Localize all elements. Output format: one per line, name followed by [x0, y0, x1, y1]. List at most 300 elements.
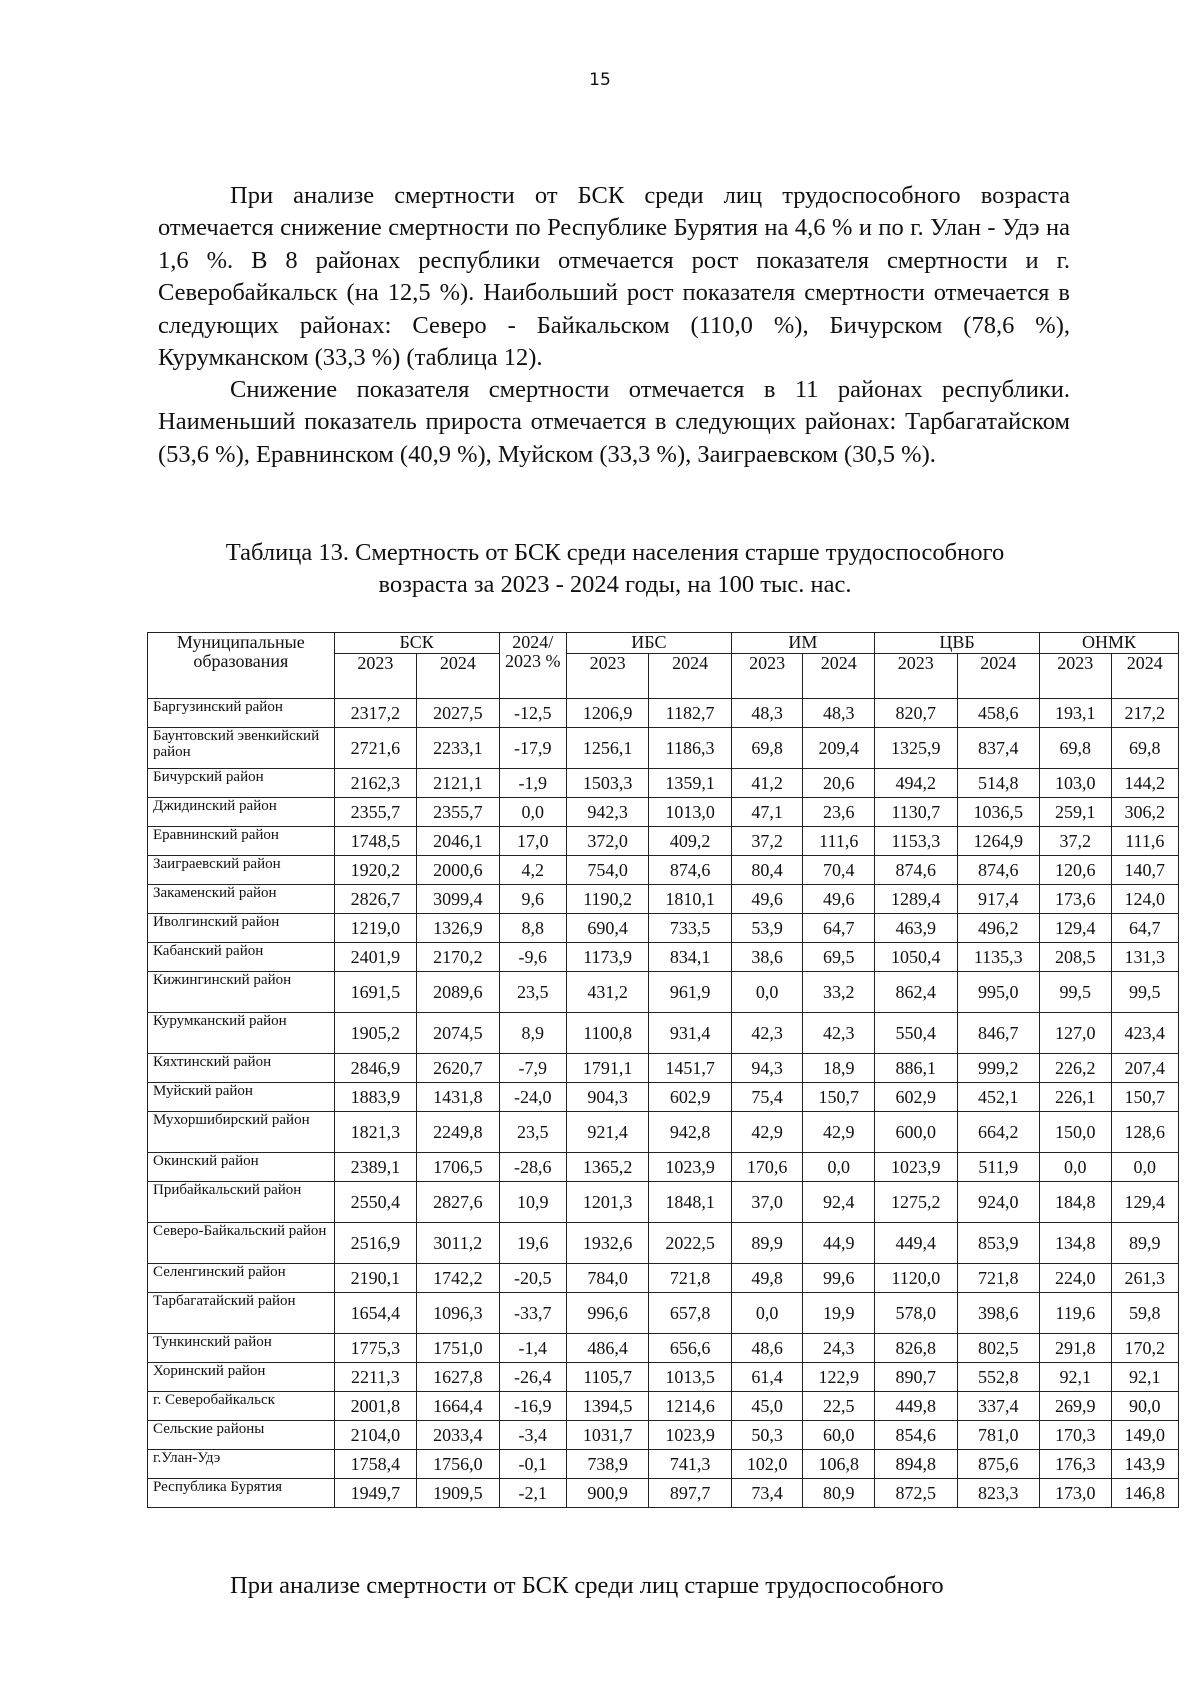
table-cell: 42,9: [731, 1112, 803, 1153]
row-name: г.Улан-Удэ: [148, 1450, 335, 1479]
table-cell: 2211,3: [334, 1363, 416, 1392]
table-cell: 90,0: [1111, 1392, 1178, 1421]
table-cell: 721,8: [957, 1264, 1039, 1293]
table-row: [148, 1392, 1179, 1421]
table-cell: 1036,5: [957, 798, 1039, 827]
table-cell: 1394,5: [566, 1392, 648, 1421]
header-year: 2023: [875, 654, 957, 699]
table-cell: 875,6: [957, 1450, 1039, 1479]
row-name: Кижингинский район: [148, 972, 335, 1013]
table-cell: 48,6: [731, 1334, 803, 1363]
table-row: [148, 798, 1179, 827]
row-name: Кяхтинский район: [148, 1054, 335, 1083]
table-cell: -1,4: [499, 1334, 566, 1363]
table-cell: 894,8: [875, 1450, 957, 1479]
table-cell: 3099,4: [417, 885, 499, 914]
table-cell: 73,4: [731, 1479, 803, 1508]
row-name: Закаменский район: [148, 885, 335, 914]
header-municipal: Муниципальные образования: [148, 633, 335, 699]
table-cell: 111,6: [803, 827, 875, 856]
table-cell: 122,9: [803, 1363, 875, 1392]
table-cell: 602,9: [649, 1083, 731, 1112]
page-number: 15: [589, 70, 611, 90]
table-cell: 1742,2: [417, 1264, 499, 1293]
table-cell: 48,3: [731, 699, 803, 728]
table-cell: 193,1: [1040, 699, 1112, 728]
table-cell: 64,7: [803, 914, 875, 943]
row-name: Джидинский район: [148, 798, 335, 827]
table-cell: 134,8: [1040, 1223, 1112, 1264]
table-cell: 942,8: [649, 1112, 731, 1153]
table-cell: 2355,7: [334, 798, 416, 827]
table-cell: 53,9: [731, 914, 803, 943]
table-row: [148, 1054, 1179, 1083]
header-year: 2023: [1040, 654, 1112, 699]
table-cell: 2516,9: [334, 1223, 416, 1264]
row-name: Заиграевский район: [148, 856, 335, 885]
table-cell: 306,2: [1111, 798, 1178, 827]
table-cell: 784,0: [566, 1264, 648, 1293]
table-cell: 92,1: [1040, 1363, 1112, 1392]
header-year: 2024: [417, 654, 499, 699]
table-cell: 0,0: [1111, 1153, 1178, 1182]
table-cell: -9,6: [499, 943, 566, 972]
header-im: ИМ: [731, 633, 874, 654]
row-name: Баргузинский район: [148, 699, 335, 728]
table-cell: 19,9: [803, 1293, 875, 1334]
table-cell: 111,6: [1111, 827, 1178, 856]
table-cell: 224,0: [1040, 1264, 1112, 1293]
table-cell: 2027,5: [417, 699, 499, 728]
table-cell: 170,3: [1040, 1421, 1112, 1450]
table-cell: 452,1: [957, 1083, 1039, 1112]
table-cell: 1325,9: [875, 728, 957, 769]
table-cell: 92,4: [803, 1182, 875, 1223]
table-cell: 70,4: [803, 856, 875, 885]
row-name: Прибайкальский район: [148, 1182, 335, 1223]
table-cell: 119,6: [1040, 1293, 1112, 1334]
header-bsk: БСК: [334, 633, 499, 654]
table-cell: 1365,2: [566, 1153, 648, 1182]
table-cell: -12,5: [499, 699, 566, 728]
table-row: [148, 1293, 1179, 1334]
table-cell: 1431,8: [417, 1083, 499, 1112]
table-cell: 423,4: [1111, 1013, 1178, 1054]
table-row: [148, 827, 1179, 856]
table-cell: 269,9: [1040, 1392, 1112, 1421]
table-cell: 120,6: [1040, 856, 1112, 885]
table-cell: 496,2: [957, 914, 1039, 943]
table-cell: 2249,8: [417, 1112, 499, 1153]
table-cell: 150,7: [1111, 1083, 1178, 1112]
table-cell: 2170,2: [417, 943, 499, 972]
table-cell: 22,5: [803, 1392, 875, 1421]
row-name: Курумканский район: [148, 1013, 335, 1054]
table-cell: 458,6: [957, 699, 1039, 728]
table-cell: 1120,0: [875, 1264, 957, 1293]
row-name: Еравнинский район: [148, 827, 335, 856]
table-cell: 826,8: [875, 1334, 957, 1363]
table-row: [148, 1363, 1179, 1392]
table-cell: 226,1: [1040, 1083, 1112, 1112]
table-cell: 837,4: [957, 728, 1039, 769]
table-cell: -1,9: [499, 769, 566, 798]
table-cell: 47,1: [731, 798, 803, 827]
table-cell: 89,9: [731, 1223, 803, 1264]
table-cell: 854,6: [875, 1421, 957, 1450]
table-cell: 94,3: [731, 1054, 803, 1083]
table-cell: 996,6: [566, 1293, 648, 1334]
table-cell: 1105,7: [566, 1363, 648, 1392]
table-cell: 4,2: [499, 856, 566, 885]
table-cell: 99,5: [1040, 972, 1112, 1013]
table-cell: 80,9: [803, 1479, 875, 1508]
table-cell: -26,4: [499, 1363, 566, 1392]
table-cell: 59,8: [1111, 1293, 1178, 1334]
table-cell: 733,5: [649, 914, 731, 943]
table-cell: 897,7: [649, 1479, 731, 1508]
table-cell: 664,2: [957, 1112, 1039, 1153]
table-cell: 2001,8: [334, 1392, 416, 1421]
table-cell: 874,6: [957, 856, 1039, 885]
row-name: Мухоршибирский район: [148, 1112, 335, 1153]
table-cell: 1451,7: [649, 1054, 731, 1083]
table-cell: 721,8: [649, 1264, 731, 1293]
row-name: Кабанский район: [148, 943, 335, 972]
table-cell: 1905,2: [334, 1013, 416, 1054]
table-cell: 657,8: [649, 1293, 731, 1334]
table-cell: 872,5: [875, 1479, 957, 1508]
table-cell: 49,6: [803, 885, 875, 914]
table-row: [148, 972, 1179, 1013]
table-cell: 431,2: [566, 972, 648, 1013]
row-name: Республика Бурятия: [148, 1479, 335, 1508]
table-cell: 10,9: [499, 1182, 566, 1223]
table-cell: 1023,9: [649, 1153, 731, 1182]
table-cell: 2104,0: [334, 1421, 416, 1450]
table-cell: 99,5: [1111, 972, 1178, 1013]
table-cell: 1130,7: [875, 798, 957, 827]
row-name: Иволгинский район: [148, 914, 335, 943]
table-cell: 149,0: [1111, 1421, 1178, 1450]
table-cell: 69,8: [1111, 728, 1178, 769]
table-row: [148, 1264, 1179, 1293]
row-name: Сельские районы: [148, 1421, 335, 1450]
table-cell: 140,7: [1111, 856, 1178, 885]
table-cell: 552,8: [957, 1363, 1039, 1392]
table-cell: 1173,9: [566, 943, 648, 972]
table-cell: 2401,9: [334, 943, 416, 972]
table-cell: 1949,7: [334, 1479, 416, 1508]
table-cell: 578,0: [875, 1293, 957, 1334]
table-cell: -33,7: [499, 1293, 566, 1334]
table-cell: 69,5: [803, 943, 875, 972]
closing-paragraph: [158, 1570, 1070, 1602]
table-cell: 514,8: [957, 769, 1039, 798]
table-cell: 1848,1: [649, 1182, 731, 1223]
table-cell: 170,6: [731, 1153, 803, 1182]
table-cell: 259,1: [1040, 798, 1112, 827]
table-cell: 50,3: [731, 1421, 803, 1450]
table-cell: -20,5: [499, 1264, 566, 1293]
table-cell: 1096,3: [417, 1293, 499, 1334]
table-cell: 0,0: [499, 798, 566, 827]
table-cell: 37,2: [731, 827, 803, 856]
table-row: [148, 943, 1179, 972]
table-cell: 60,0: [803, 1421, 875, 1450]
table-cell: 1909,5: [417, 1479, 499, 1508]
table-header-row-groups: [148, 633, 1179, 654]
table-cell: 37,2: [1040, 827, 1112, 856]
table-cell: 2620,7: [417, 1054, 499, 1083]
row-name: Тарбагатайский район: [148, 1293, 335, 1334]
table-cell: 1264,9: [957, 827, 1039, 856]
table-cell: 999,2: [957, 1054, 1039, 1083]
paragraph-text: При анализе смертности от БСК среди лиц трудоспособного возраста отмечается снижение смертности по Республике Бурятия на 4,6 % и по г. Улан - Удэ на 1,6 %. В 8 районах республики отмечается рост показателя смертности и г. Северобайкальск (на 12,5 %). Наибольший рост показателя смертности отмечается в следующих районах: Северо - Байкальском (110,0 %), Бичурском (78,6 %), Курумканском (33,3 %) (таблица 12).: [158, 182, 1070, 372]
table-cell: -3,4: [499, 1421, 566, 1450]
table-cell: 127,0: [1040, 1013, 1112, 1054]
table-cell: 1932,6: [566, 1223, 648, 1264]
table-caption-line-1: Таблица 13. Смертность от БСК среди населения старше трудоспособного: [225, 539, 1005, 566]
table-cell: 874,6: [649, 856, 731, 885]
table-cell: 99,6: [803, 1264, 875, 1293]
table-cell: 1503,3: [566, 769, 648, 798]
table-cell: 3011,2: [417, 1223, 499, 1264]
table-cell: 38,6: [731, 943, 803, 972]
table-row: [148, 699, 1179, 728]
table-cell: 106,8: [803, 1450, 875, 1479]
table-cell: 820,7: [875, 699, 957, 728]
table-cell: 1810,1: [649, 885, 731, 914]
table-cell: 337,4: [957, 1392, 1039, 1421]
row-name: Баунтовский эвенкийский район: [148, 728, 335, 769]
table-cell: 1186,3: [649, 728, 731, 769]
table-cell: 0,0: [731, 972, 803, 1013]
table-cell: 1748,5: [334, 827, 416, 856]
table-cell: 656,6: [649, 1334, 731, 1363]
table-cell: 904,3: [566, 1083, 648, 1112]
table-cell: 17,0: [499, 827, 566, 856]
table-cell: 921,4: [566, 1112, 648, 1153]
intro-paragraph-1: [158, 180, 1070, 374]
table-cell: 1751,0: [417, 1334, 499, 1363]
table-cell: 0,0: [1040, 1153, 1112, 1182]
table-cell: 2074,5: [417, 1013, 499, 1054]
table-cell: 8,8: [499, 914, 566, 943]
table-body: [148, 699, 1179, 1508]
table-cell: 846,7: [957, 1013, 1039, 1054]
row-name: Муйский район: [148, 1083, 335, 1112]
table-cell: 8,9: [499, 1013, 566, 1054]
table-cell: 398,6: [957, 1293, 1039, 1334]
header-year: 2023: [334, 654, 416, 699]
table-cell: 33,2: [803, 972, 875, 1013]
intro-paragraph-2: [158, 374, 1070, 471]
table-cell: 24,3: [803, 1334, 875, 1363]
table-cell: 184,8: [1040, 1182, 1112, 1223]
table-cell: 102,0: [731, 1450, 803, 1479]
table-row: [148, 914, 1179, 943]
table-cell: 802,5: [957, 1334, 1039, 1363]
table-row: [148, 1153, 1179, 1182]
table-cell: 961,9: [649, 972, 731, 1013]
table-cell: 1691,5: [334, 972, 416, 1013]
table-cell: 494,2: [875, 769, 957, 798]
table-row: [148, 1223, 1179, 1264]
table-cell: 2089,6: [417, 972, 499, 1013]
table-cell: 42,9: [803, 1112, 875, 1153]
table-cell: 2827,6: [417, 1182, 499, 1223]
table-cell: 1706,5: [417, 1153, 499, 1182]
table-cell: 738,9: [566, 1450, 648, 1479]
header-year: 2024: [803, 654, 875, 699]
table-cell: 44,9: [803, 1223, 875, 1264]
table-cell: 2846,9: [334, 1054, 416, 1083]
header-year: 2024: [649, 654, 731, 699]
table-cell: 75,4: [731, 1083, 803, 1112]
table-cell: 917,4: [957, 885, 1039, 914]
header-year: 2024: [1111, 654, 1178, 699]
table-cell: 1013,5: [649, 1363, 731, 1392]
table-row: [148, 856, 1179, 885]
table-cell: 834,1: [649, 943, 731, 972]
table-cell: 1013,0: [649, 798, 731, 827]
row-name: Северо-Байкальский район: [148, 1223, 335, 1264]
table-cell: 1627,8: [417, 1363, 499, 1392]
header-year: 2024: [957, 654, 1039, 699]
table-cell: 1201,3: [566, 1182, 648, 1223]
table-cell: 823,3: [957, 1479, 1039, 1508]
table-cell: 209,4: [803, 728, 875, 769]
table-cell: 23,5: [499, 972, 566, 1013]
table-cell: 1153,3: [875, 827, 957, 856]
table-cell: 2121,1: [417, 769, 499, 798]
row-name: Хоринский район: [148, 1363, 335, 1392]
table-cell: 1135,3: [957, 943, 1039, 972]
table-cell: 1100,8: [566, 1013, 648, 1054]
table-cell: -24,0: [499, 1083, 566, 1112]
row-name: Тункинский район: [148, 1334, 335, 1363]
table-cell: 2162,3: [334, 769, 416, 798]
table-caption-line-2: возраста за 2023 - 2024 годы, на 100 тыс. нас.: [378, 571, 852, 598]
table-cell: 1756,0: [417, 1450, 499, 1479]
mortality-table: [147, 632, 1179, 1508]
table-cell: 874,6: [875, 856, 957, 885]
table-cell: 144,2: [1111, 769, 1178, 798]
table-row: [148, 1479, 1179, 1508]
table-cell: 511,9: [957, 1153, 1039, 1182]
table-cell: 372,0: [566, 827, 648, 856]
table-cell: 143,9: [1111, 1450, 1178, 1479]
table-row: [148, 728, 1179, 769]
table-cell: 1182,7: [649, 699, 731, 728]
table-cell: 924,0: [957, 1182, 1039, 1223]
table-cell: 61,4: [731, 1363, 803, 1392]
table-row: [148, 1334, 1179, 1363]
table-cell: 207,4: [1111, 1054, 1178, 1083]
table-cell: 217,2: [1111, 699, 1178, 728]
table-cell: 463,9: [875, 914, 957, 943]
table-cell: 486,4: [566, 1334, 648, 1363]
table-cell: 2317,2: [334, 699, 416, 728]
table-cell: 602,9: [875, 1083, 957, 1112]
table-cell: 2033,4: [417, 1421, 499, 1450]
table-cell: 754,0: [566, 856, 648, 885]
table-cell: 0,0: [803, 1153, 875, 1182]
table-cell: 124,0: [1111, 885, 1178, 914]
table-cell: 1326,9: [417, 914, 499, 943]
table-cell: 128,6: [1111, 1112, 1178, 1153]
table-cell: 103,0: [1040, 769, 1112, 798]
header-ibs: ИБС: [566, 633, 731, 654]
table-cell: 1031,7: [566, 1421, 648, 1450]
table-cell: 449,4: [875, 1223, 957, 1264]
table-cell: 2721,6: [334, 728, 416, 769]
table-cell: 49,6: [731, 885, 803, 914]
table-cell: 449,8: [875, 1392, 957, 1421]
table-cell: 150,0: [1040, 1112, 1112, 1153]
table-cell: 129,4: [1111, 1182, 1178, 1223]
table-cell: 942,3: [566, 798, 648, 827]
row-name: Окинский район: [148, 1153, 335, 1182]
table-row: [148, 1112, 1179, 1153]
table-cell: 853,9: [957, 1223, 1039, 1264]
table-cell: 146,8: [1111, 1479, 1178, 1508]
paragraph-text: Снижение показателя смертности отмечается в 11 районах республики. Наименьший показатель прироста отмечается в следующих районах: Тарбагатайском (53,6 %), Еравнинском (40,9 %), Муйском (33,3 %), Заиграевском (30,5 %).: [158, 376, 1070, 468]
table-cell: -16,9: [499, 1392, 566, 1421]
row-name: Селенгинский район: [148, 1264, 335, 1293]
table-cell: 1275,2: [875, 1182, 957, 1223]
table-cell: 2022,5: [649, 1223, 731, 1264]
table-cell: 9,6: [499, 885, 566, 914]
table-cell: 261,3: [1111, 1264, 1178, 1293]
table-cell: 42,3: [803, 1013, 875, 1054]
table-cell: 2826,7: [334, 885, 416, 914]
table-cell: 890,7: [875, 1363, 957, 1392]
table-cell: 1359,1: [649, 769, 731, 798]
table-cell: 37,0: [731, 1182, 803, 1223]
table-cell: 49,8: [731, 1264, 803, 1293]
table-cell: 1190,2: [566, 885, 648, 914]
table-cell: 1256,1: [566, 728, 648, 769]
table-cell: 1920,2: [334, 856, 416, 885]
table-cell: 69,8: [1040, 728, 1112, 769]
table-cell: 1758,4: [334, 1450, 416, 1479]
table-cell: 92,1: [1111, 1363, 1178, 1392]
table-cell: -17,9: [499, 728, 566, 769]
table-cell: 18,9: [803, 1054, 875, 1083]
table-row: [148, 1450, 1179, 1479]
header-year: 2023: [731, 654, 803, 699]
table-cell: 2046,1: [417, 827, 499, 856]
table-cell: 1219,0: [334, 914, 416, 943]
table-cell: 64,7: [1111, 914, 1178, 943]
table-cell: 48,3: [803, 699, 875, 728]
table-cell: 1050,4: [875, 943, 957, 972]
table-cell: 42,3: [731, 1013, 803, 1054]
table-cell: 781,0: [957, 1421, 1039, 1450]
table-cell: 2389,1: [334, 1153, 416, 1182]
table-cell: 80,4: [731, 856, 803, 885]
table-cell: -0,1: [499, 1450, 566, 1479]
table-cell: 1023,9: [875, 1153, 957, 1182]
table-cell: 291,8: [1040, 1334, 1112, 1363]
table-cell: -7,9: [499, 1054, 566, 1083]
table-cell: 45,0: [731, 1392, 803, 1421]
table-cell: 1206,9: [566, 699, 648, 728]
table-cell: 20,6: [803, 769, 875, 798]
table-cell: 2233,1: [417, 728, 499, 769]
